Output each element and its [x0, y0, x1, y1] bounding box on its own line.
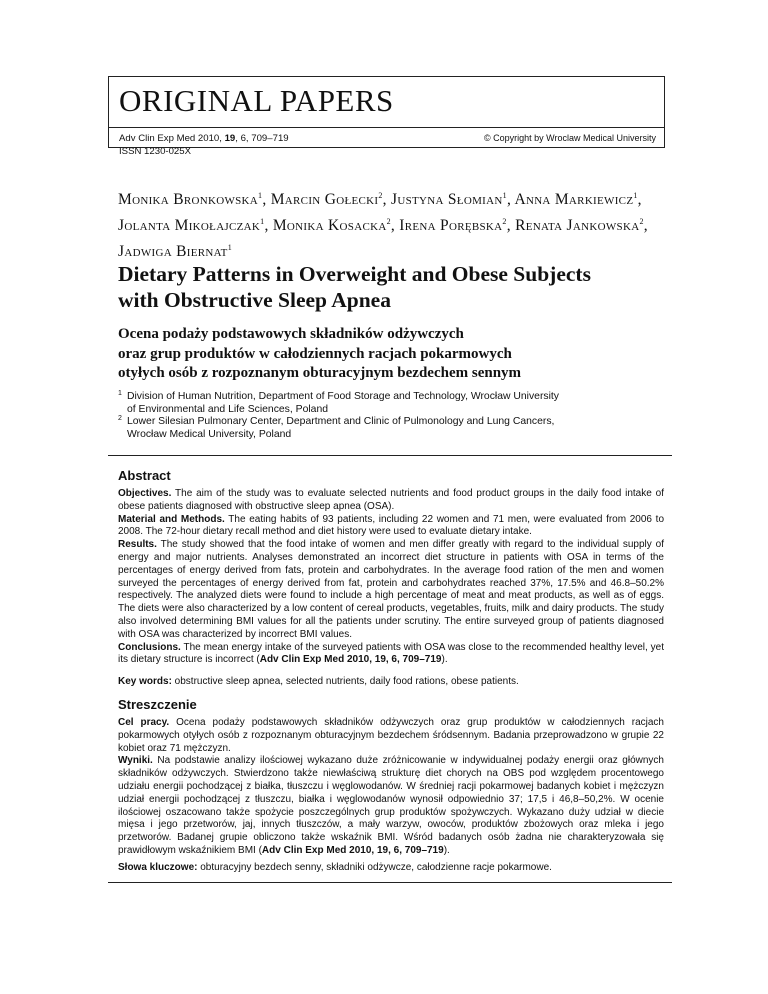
section-divider-bottom	[108, 882, 672, 883]
abstract-conclusions: Conclusions. The mean energy intake of the surveyed patients with OSA was close to the recommended healthy level, yet its dietary structure is incorrect (Adv Clin Exp Med 2010, 19, 6, 709–719).	[118, 641, 664, 666]
author: Jadwiga Biernat$^1$	[118, 243, 232, 261]
title-line: with Obstructive Sleep Apnea	[118, 287, 391, 312]
streszczenie-body	[118, 717, 664, 858]
polish-title-line: oraz grup produktów w całodziennych racjach pokarmowych	[118, 345, 512, 362]
streszczenie-keywords: Słowa kluczowe: obturacyjny bezdech senny, składniki odżywcze, całodzienne racje pokarmowe.	[118, 862, 552, 873]
author: Irena Porębska$^2$,	[399, 217, 516, 235]
journal-header-box	[108, 76, 665, 157]
author: Monika Bronkowska$^1$,	[118, 191, 271, 209]
author-list	[118, 185, 678, 263]
header-divider	[109, 127, 664, 128]
title-line: Dietary Patterns in Overweight and Obese Subjects	[118, 262, 591, 286]
author: Monika Kosacka$^2$,	[272, 217, 400, 235]
streszczenie-wyniki: Wyniki. Na podstawie analizy ilościowej wykazano duże zróżnicowanie w indywidualnej podaży energii oraz głównych składników odżywczych. Stwierdzono także niewłaściwą strukturę diet chorych na OBS pod względem procentowego udziału energii pochodzącej z białka, tłuszczu i węglowodanów. W średniej racji pokarmowej badanych kobiet i mężczyzn udział energii pochodzącej z tłuszczu, białka i węglowodanów wynosił odpowiednio 37; 17,5 i 46,8–50,2%. W ocenie ilościowej oszacowano także spożycie poszczególnych grup produktów spożywczych. Wykazano duży udział w diecie mięsa i jego przetworów, jaj, innych tłuszczów, a mały warzyw, owoców, produktów zbożowych oraz mleka i jego przetworów. Badanej grupie obliczono także wskaźnik BMI. Wśród badanych osób żadna nie charakteryzowała się prawidłowym wskaźnikiem BMI (Adv Clin Exp Med 2010, 19, 6, 709–719).	[118, 755, 664, 856]
citation-volume: 19	[224, 133, 236, 144]
affiliations	[118, 391, 678, 441]
streszczenie-heading: Streszczenie	[118, 697, 197, 712]
section-divider	[108, 455, 672, 456]
author: Justyna Słomian$^1$,	[391, 191, 515, 209]
author: Renata Jankowska$^2$,	[515, 217, 648, 235]
affiliation: 2 Lower Silesian Pulmonary Center, Department and Clinic of Pulmonology and Lung Cancers, Wrocław Medical University, Poland	[118, 415, 555, 440]
citation-suffix: , 6, 709–719	[235, 133, 289, 144]
article-title	[118, 262, 678, 313]
abstract-results: Results. The study showed that the food intake of women and men differ greatly with regard to the individual supply of energy and major nutrients. Analyses demonstrated an incorrect diet structure in patients with OSA in terms of the percentages of energy derived from fats, protein and carbohydrates. In the average food ration of the men and women surveyed the percentages of energy derived from fat, protein and carbohydrates reached 37%, 17.5% and 46.8–50.2% respectively. The analyzed diets were found to include a high percentage of meat and meat products, as well as of eggs. The diets were also characterized by a low content of cereal products, vegetables, fruits, milk and dairy products. The study also involved determining BMI values for all the patients under scrutiny. The entire surveyed group of patients diagnosed with OSA was characterized by incorrect BMI values.	[118, 539, 664, 640]
affiliation: 1 Division of Human Nutrition, Department of Food Storage and Technology, Wrocław University of Environmental and Life Sciences, Poland	[118, 390, 559, 415]
author: Jolanta Mikołajczak$^1$,	[118, 217, 273, 235]
abstract-methods: Material and Methods. The eating habits of 93 patients, including 22 women and 71 men, were evaluated from 2006 to 2008. The 72-hour dietary recall method and diet history were used to evaluate dietary intake.	[118, 513, 665, 538]
polish-title	[118, 325, 698, 384]
citation-prefix: Adv Clin Exp Med 2010,	[119, 133, 225, 144]
abstract-body	[118, 488, 664, 667]
copyright-notice: © Copyright by Wroclaw Medical University	[483, 133, 656, 143]
abstract-keywords: Key words: obstructive sleep apnea, selected nutrients, daily food rations, obese patients.	[118, 676, 519, 687]
abstract-heading: Abstract	[118, 468, 171, 483]
author: Marcin Gołecki$^2$,	[270, 191, 391, 209]
streszczenie-cel: Cel pracy. Ocena podaży podstawowych składników odżywczych oraz grup produktów w całodziennych racjach pokarmowych otyłych osób z rozpoznanym obturacyjnym bezdechem śródsennym. Badania przeprowadzono w grupie 22 kobiet oraz 71 mężczyzn.	[118, 717, 664, 754]
issn: ISSN 1230-025X	[119, 146, 191, 157]
journal-citation	[119, 132, 289, 158]
polish-title-line: otyłych osób z rozpoznanym obturacyjnym bezdechem sennym	[118, 365, 522, 381]
abstract-objectives: Objectives. The aim of the study was to evaluate selected nutrients and food product groups in the daily food intake of obese patients diagnosed with obstructive sleep apnea (OSA).	[118, 488, 664, 512]
series-title: ORIGINAL PAPERS	[119, 83, 394, 118]
author: Anna Markiewicz$^1$,	[514, 191, 642, 209]
polish-title-line: Ocena podaży podstawowych składników odżywczych	[118, 326, 464, 342]
